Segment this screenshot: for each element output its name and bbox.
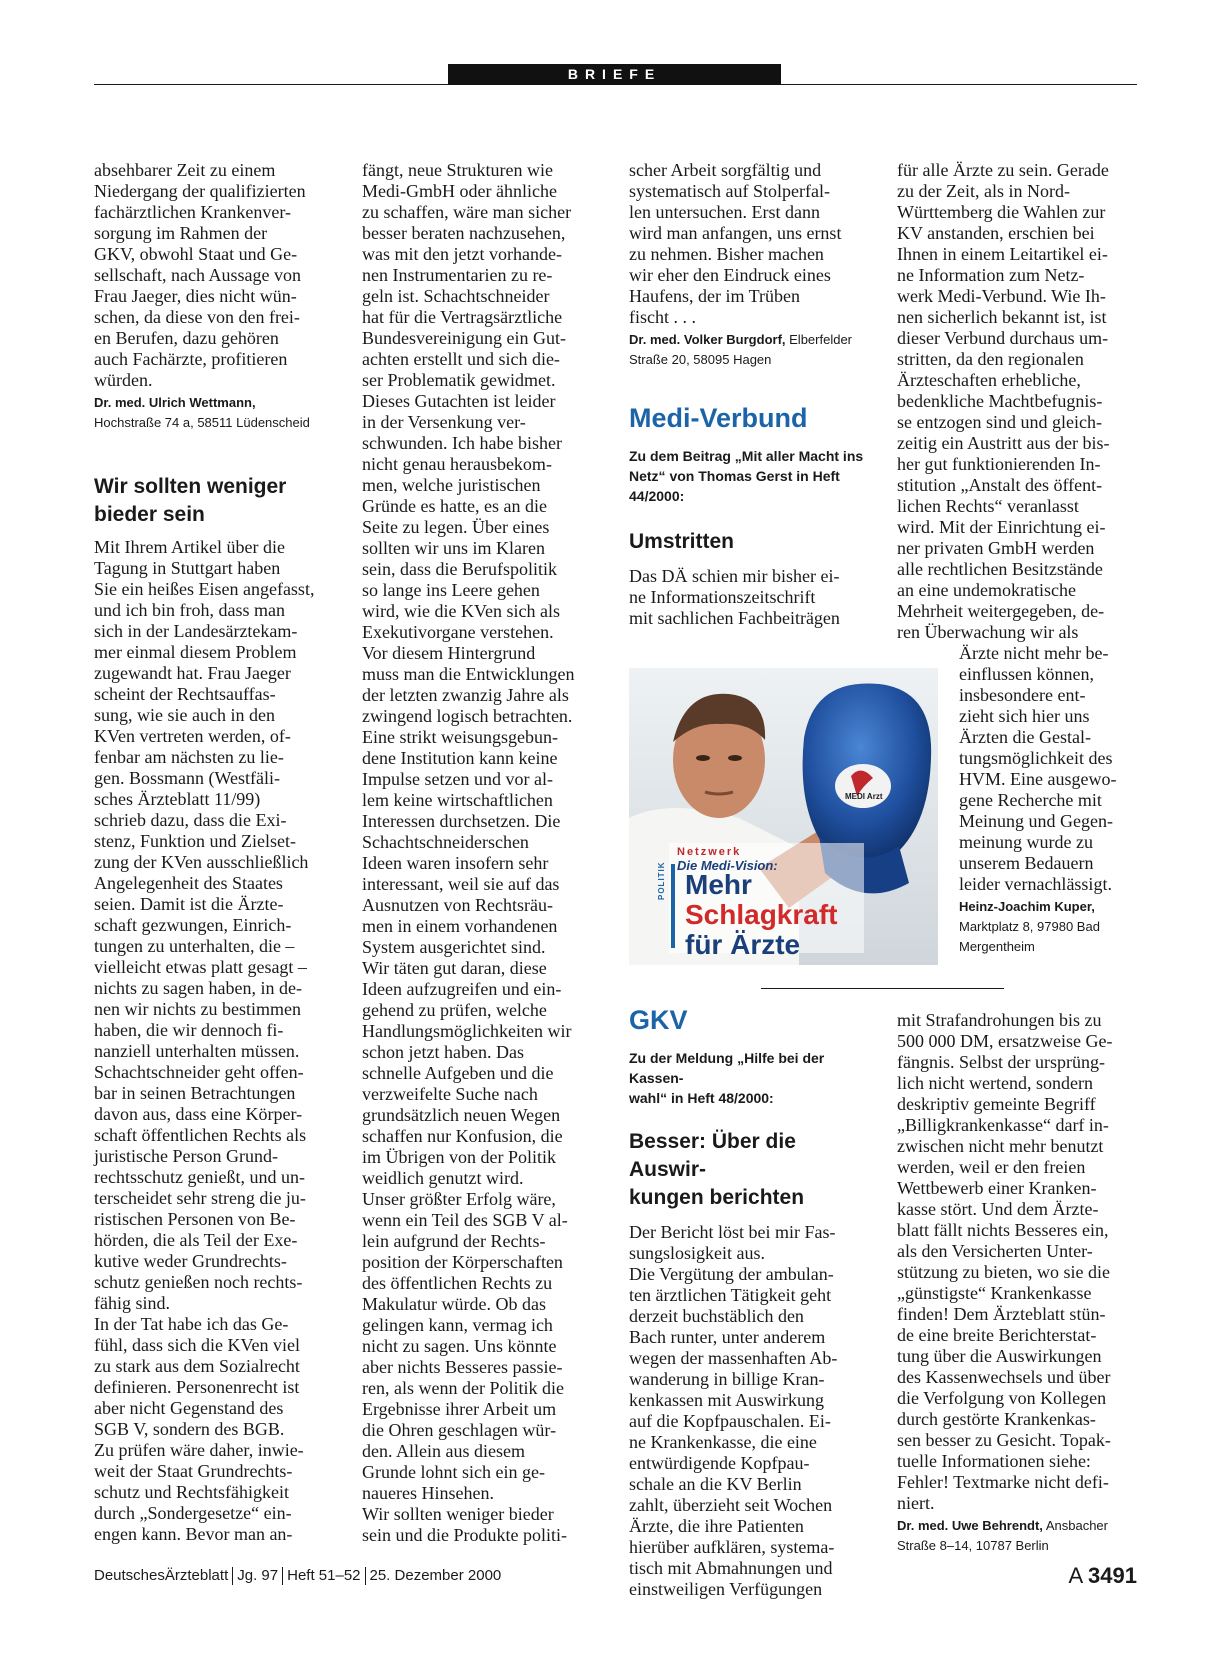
page-number: A 3491 (1068, 1563, 1137, 1588)
photo-caption-vision: Die Medi-Vision: (677, 858, 778, 873)
gkv-column-right (897, 1010, 1137, 1556)
letter-text: mit Strafandrohungen bis zu 500 000 DM, ersatzweise Ge- fängnis. Selbst der ursprüng- lich nicht wertend, sondern deskriptiv gemeinte Begriff „Billigkrankenkasse“ darf in- zwischen nicht mehr benutzt werden, weil er den freien Wettbewerb einer Kranken- kasse stört. Und dem Ärzte- blatt fällt nichts Besseres ein, als den Versicherten Unter- stützung zu bieten, wo sie die „günstigste“ Krankenkasse finden! Dem Ärzteblatt stün- de eine breite Berichterstat- tung über die Auswirkungen des Kassenwechsels und über die Verfolgung von Kollegen durch gestörte Krankenkas- sen besser zu Gesicht. Topak- tuelle Informationen siehe: Fehler! Textmarke nicht defi- niert. (897, 1010, 1113, 1513)
page-footer (94, 1562, 1137, 1590)
letter-signature (94, 393, 336, 433)
author-name: Dr. med. Uwe Behrendt, (897, 1518, 1043, 1533)
letter-text: absehbarer Zeit zu einem Niedergang der qualifizierten fachärztlichen Krankenver- sorgung im Rahmen der GKV, obwohl Staat und Ge- sellschaft, nach Aussage von Frau Jaeger, dies nicht wün- schen, da diese von den frei- en Berufen, dazu gehören auch Fachärzte, profitieren würden. (94, 160, 306, 390)
author-name: Dr. med. Ulrich Wettmann, (94, 395, 256, 410)
letter-headline: Besser: Über die Auswir- kungen berichten (629, 1130, 805, 1209)
photo-side-label: POLITIK (657, 861, 666, 900)
author-address: Elberfelder Straße 20, 58095 Hagen (629, 332, 853, 367)
letter-text: Das DÄ schien mir bisher ei- ne Informationszeitschrift mit sachlichen Fachbeiträgen (629, 566, 840, 628)
column-3 (629, 160, 871, 629)
journal-issue: Heft 51–52 (287, 1567, 361, 1584)
author-address: Hochstraße 74 a, 58511 Lüdenscheid (94, 415, 310, 430)
glove-label: MEDI Arzt (845, 792, 883, 801)
section-divider (761, 988, 1004, 989)
letter-text: für alle Ärzte zu sein. Gerade zu der Zeit, als in Nord- Württemberg die Wahlen zur KV anstanden, erschien bei Ihnen in einem Leitartikel ei- ne Information zum Netz- werk Medi-Verbund. Wie Ih- nen sicherlich bekannt ist, ist dieser Verbund durchaus um- stritten, da den regionalen Ärzteschaften erhebliche, bedenkliche Machtbefugnis- se entzogen sind und gleich- zeitig ein Austritt aus der bis- her gut funktionierenden In- stitution „Anstalt des öffent- lichen Rechts“ veranlasst wird. Mit der Einrichtung ei- ner privaten GmbH werden alle rechtlichen Besitzstände an eine undemokratische Mehrheit weitergegeben, de- ren Überwachung wir als (897, 160, 1110, 642)
letter-text: Der Bericht löst bei mir Fas- sungslosigkeit aus. Die Vergütung der ambulan- ten ärztlichen Tätigkeit geht derzeit buchstäblich den Bach runter, unter anderem wegen der massenhaften Ab- wanderung in billige Kran- kenkassen mit Auswirkung auf die Kopfpauschalen. Ei- ne Krankenkasse, die eine entwürdigende Kopfpau- schale an die KV Berlin zahlt, überzieht seit Wochen Ärzte, die ihre Patienten hierüber aufklären, systema- tisch mit Abmahnungen und einstweiligen Verfügungen (629, 1222, 838, 1599)
letter-text: Ärzte nicht mehr be- einflussen können, insbesondere ent- zieht sich hier uns Ärzten die Gestal- tungsmöglichkeit des HVM. Eine ausgewo- gene Recherche mit Meinung und Gegen- meinung wurde zu unserem Bedauern leider vernachlässigt. (959, 643, 1117, 894)
letter-headline: Umstritten (629, 530, 735, 553)
letter-signature (959, 897, 1137, 957)
rubric-title: Medi-Verbund (629, 403, 808, 433)
letter-text: Mit Ihrem Artikel über die Tagung in Stuttgart haben Sie ein heißes Eisen angefasst, und ich bin froh, dass man sich in der Landesärztekam- mer einmal diesem Problem zugewandt hat. Frau Jaeger scheint der Rechtsauffas- sung, wie sie auch in den KVen vertreten werden, of- fenbar am nächsten zu lie- gen. Bossmann (Westfäli- sches Ärzteblatt 11/99) schrieb dazu, dass die Exi- stenz, Funktion und Zielset- zung der KVen ausschließlich Angelegenheit des Staates seien. Damit ist die Ärzte- schaft gezwungen, Einrich- tungen zu unterhalten, die – vielleicht etwas platt gesagt – nichts zu sagen haben, in de- nen wir nichts zu bestimmen haben, die wir dennoch fi- nanziell unterhalten müssen. Schachtschneider geht offen- bar in seinen Betrachtungen davon aus, dass eine Körper- schaft öffentlichen Rechts als juristische Person Grund- rechtsschutz genießt, und un- terscheidet sehr streng die ju- ristischen Personen von Be- hörden, die als Teil der Exe- kutive weder Grundrechts- schutz genießen noch rechts- fähig sind. In der Tat habe ich das Ge- fühl, dass sich die KVen viel zu stark aus dem Sozialrecht definieren. Personenrecht ist aber nicht Gegenstand des SGB V, sondern des BGB. Zu prüfen wäre daher, inwie- weit der Staat Grundrechts- schutz und Rechtsfähigkeit durch „Sondergesetze“ ein- engen kann. Bevor man an- (94, 537, 315, 1544)
column-4 (897, 160, 1137, 643)
photo-caption-network: Netzwerk (677, 846, 742, 858)
letter-signature (897, 1516, 1137, 1556)
photo-caption-aerzte: für Ärzte (685, 929, 801, 960)
letter-signature (629, 330, 871, 370)
column-2 (362, 160, 604, 1546)
author-address: Ansbacher Straße 8–14, 10787 Berlin (897, 1518, 1108, 1553)
author-address: Marktplatz 8, 97980 Bad Mergentheim (959, 919, 1100, 954)
article-photo (629, 668, 938, 965)
letter-text: scher Arbeit sorgfältig und systematisch auf Stolperfal- len untersuchen. Erst dann wird man anfangen, uns ernst zu nehmen. Bisher machen wir eher den Eindruck eines Haufens, der im Trüben fischt . . . (629, 160, 842, 327)
letter-headline: Wir sollten weniger bieder sein (94, 475, 287, 526)
photo-caption-mehr: Mehr (685, 869, 752, 900)
column-1 (94, 160, 336, 1545)
section-label: BRIEFE (448, 64, 781, 85)
letter-text: fängt, neue Strukturen wie Medi-GmbH oder ähnliche zu schaffen, wäre man sicher besser beraten nachzusehen, was mit den jetzt vorhande- nen Instrumentarien zu re- geln ist. Schachtschneider hat für die Vertragsärztliche Bundesvereinigung ein Gut- achten erstellt und sich die- ser Problematik gewidmet. Dieses Gutachten ist leider in der Versenkung ver- schwunden. Ich habe bisher nicht genau herausbekom- men, welche juristischen Gründe es hatte, es an die Seite zu legen. Über eines sollten wir uns im Klaren sein, dass die Berufspolitik so lange ins Leere gehen wird, wie die KVen sich als Exekutivorgane verstehen. Vor diesem Hintergrund muss man die Entwicklungen der letzten zwanzig Jahre als zwingend logisch betrachten. Eine strikt weisungsgebun- dene Institution kann keine Impulse setzen und vor al- lem keine wirtschaftlichen Interessen durchsetzen. Die Schachtschneiderschen Ideen waren insofern sehr interessant, weil sie auf das Ausnutzen von Rechtsräu- men in einem vorhandenen System ausgerichtet sind. Wir täten gut daran, diese Ideen aufzugreifen und ein- gehend zu prüfen, welche Handlungsmöglichkeiten wir schon jetzt haben. Das schnelle Aufgeben und die verzweifelte Suche nach grundsätzlich neuen Wegen schaffen nur Konfusion, die im Übrigen von der Politik weidlich genutzt wird. Unser größter Erfolg wäre, wenn ein Teil des SGB V al- lein aufgrund der Rechts- position der Körperschaften des öffentlichen Rechts zu Makulatur würde. Ob das gelingen kann, vermag ich nicht zu sagen. Uns könnte aber nichts Besseres passie- ren, als wenn der Politik die Ergebnisse ihrer Arbeit um die Ohren geschlagen wür- den. Allein aus diesem Grunde lohnt sich ein ge- naueres Hinsehen. Wir sollten weniger bieder sein und die Produkte politi- (362, 160, 575, 1545)
kicker: Zu dem Beitrag „Mit aller Macht ins Netz“ von Thomas Gerst in Heft 44/2000: (629, 448, 864, 504)
rubric-title: GKV (629, 1005, 688, 1035)
gkv-column-left (629, 1004, 874, 1600)
column-4-wrap (959, 643, 1137, 957)
photo-caption-schlagkraft: Schlagkraft (685, 899, 838, 930)
journal-volume: Jg. 97 (237, 1567, 279, 1584)
author-name: Heinz-Joachim Kuper, (959, 899, 1095, 914)
kicker: Zu der Meldung „Hilfe bei der Kassen- wahl“ in Heft 48/2000: (629, 1050, 825, 1106)
journal-name: DeutschesÄrzteblatt (94, 1567, 229, 1584)
author-name: Dr. med. Volker Burgdorf, (629, 332, 786, 347)
issue-date: 25. Dezember 2000 (369, 1567, 502, 1584)
